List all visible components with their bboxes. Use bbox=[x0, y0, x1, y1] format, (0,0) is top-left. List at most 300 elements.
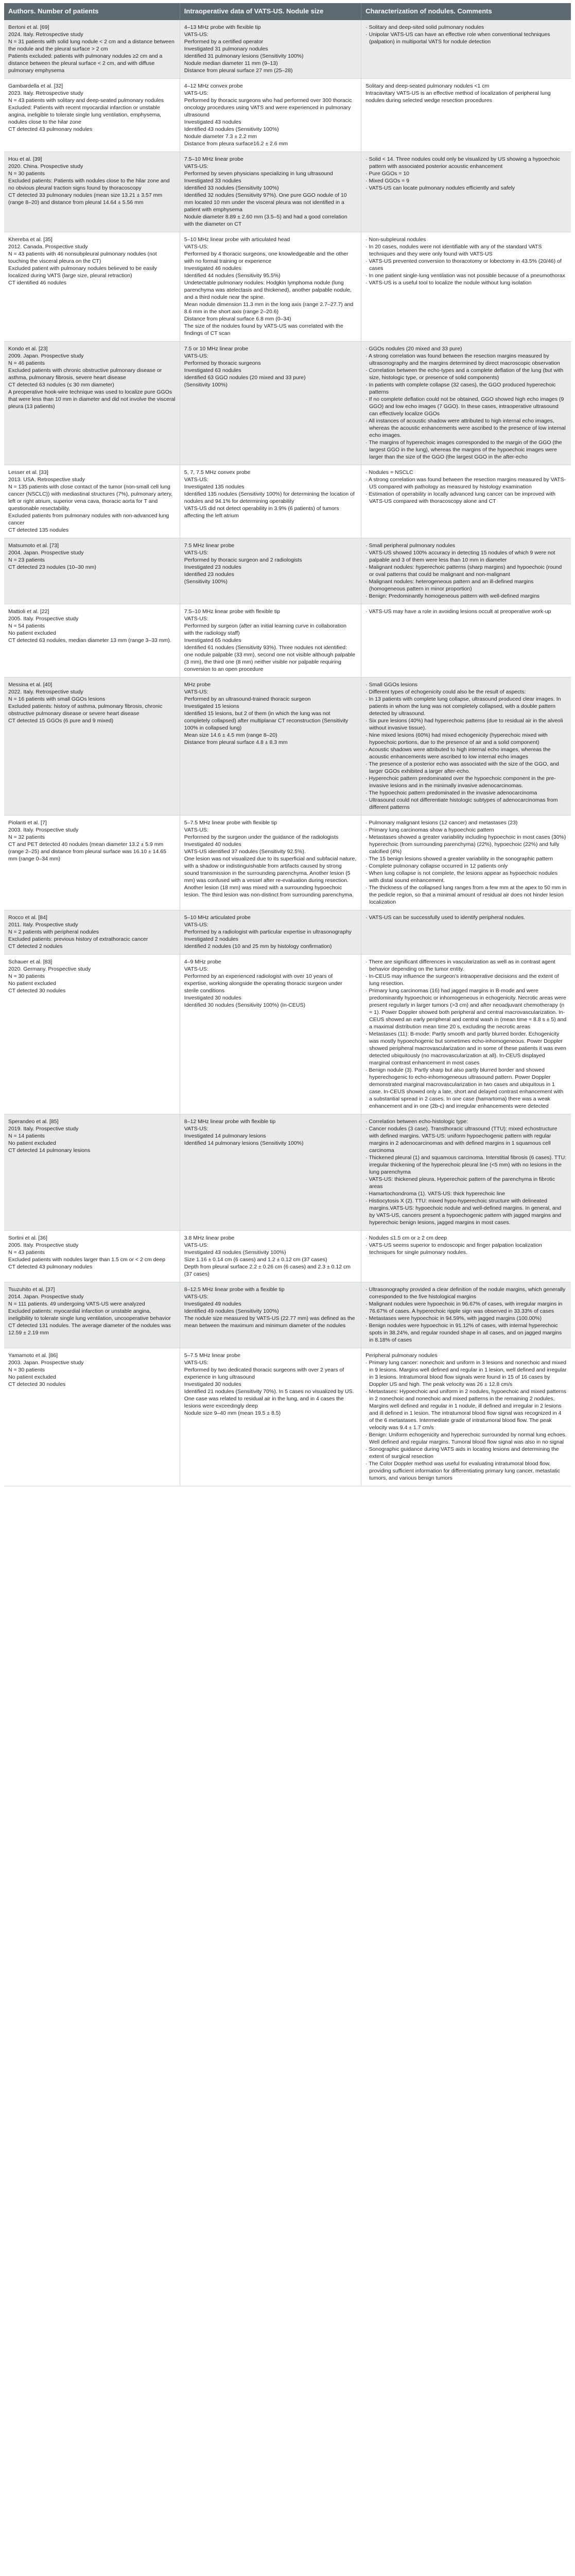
cell-line: · When lung collapse is not complete, the lesions appear as hypoechoic nodules with distal sound enhancement. bbox=[365, 870, 558, 884]
cell-line: VATS-US: bbox=[184, 965, 208, 972]
cell-line: Identified 2 nodules (10 and 25 mm by histology confirmation) bbox=[184, 943, 332, 950]
study-reference: Hou et al. [39] bbox=[8, 156, 42, 162]
cell-line: · VATS-US showed 100% accuracy in detecting 15 nodules of which 9 were not palpable and 3 of them were less than 10 mm in diameter bbox=[365, 549, 555, 563]
cell-line: · The Color Doppler method was useful for evaluating intratumoral blood flow, providing sufficient information for differentiating primary lung cancer, metastatic tumors, and various benign tumors bbox=[365, 1460, 560, 1481]
cell-line: · All instances of acoustic shadow were attributed to high internal echo images, whereas the acoustic enhancements were ascribed to the presence of low internal echo images. bbox=[365, 417, 566, 438]
authors-cell bbox=[4, 341, 180, 465]
cell-line: · Estimation of operability in locally advanced lung cancer can be improved with VATS-US compared with thoracoscopy alone and CT bbox=[365, 490, 555, 504]
cell-line: 2005. Italy. Prospective study bbox=[8, 615, 79, 622]
cell-line: VATS-US: bbox=[184, 31, 208, 38]
cell-line: Performed by an ultrasound-trained thoracic surgeon bbox=[184, 696, 311, 702]
cell-line: Distance from pleural surface 27 mm (25–28) bbox=[184, 67, 293, 74]
cell-line: · VATS-US prevented conversion to thoracotomy or lobectomy in 43.5% (20/46) of cases bbox=[365, 258, 562, 272]
cell-line: VATS-US: bbox=[184, 1242, 208, 1248]
cell-line: Investigated 33 nodules bbox=[184, 177, 241, 184]
authors-cell bbox=[4, 1114, 180, 1230]
cell-line: N = 2 patients with peripheral nodules bbox=[8, 928, 99, 935]
cell-line: 2003. Italy. Prospective study bbox=[8, 826, 79, 833]
cell-line: CT detected 23 nodules (10–30 mm) bbox=[8, 564, 96, 570]
table-row bbox=[4, 815, 571, 910]
table-row bbox=[4, 232, 571, 341]
cell-line: A preoperative hook-wire technique was used to localize pure GGOs that were less than 10 mm in diameter and did not involve the visceral pleura (13 patients) bbox=[8, 388, 176, 410]
cell-line: 2004. Japan. Prospective study bbox=[8, 549, 84, 556]
study-reference: Khereba et al. [35] bbox=[8, 236, 53, 243]
cell-line: · Solid < 14. Three nodules could only be visualized by US showing a hypoechoic pattern with associated posterior acoustic enhancement bbox=[365, 156, 560, 170]
cell-line: · Acoustic shadows were attributed to high internal echo images, whereas the acoustic enhancements were ascribed to low internal echo images bbox=[365, 746, 551, 760]
cell-line: Identified 43 nodules (Sensitivity 100%) bbox=[184, 126, 279, 132]
intraoperative-cell bbox=[180, 538, 361, 604]
cell-line: VATS-US: bbox=[184, 90, 208, 96]
cell-line: · The presence of a posterior echo was associated with the size of the GGO, and larger GGOs exhibited a larger after-echo. bbox=[365, 760, 559, 774]
cell-line: 2023. Italy. Retrospective study bbox=[8, 90, 83, 96]
characterization-cell bbox=[361, 1282, 571, 1348]
cell-line: Investigated 23 nodules bbox=[184, 564, 241, 570]
cell-line: · Benign: Uniform echogenicity and hyperechoic surrounded by normal lung echoes. Well defined and regular margins. Tumoral blood flow signal was also in no signal bbox=[365, 1431, 567, 1445]
authors-cell bbox=[4, 1282, 180, 1348]
characterization-cell bbox=[361, 1230, 571, 1282]
cell-line: Investigated 40 nodules bbox=[184, 841, 241, 848]
characterization-cell bbox=[361, 341, 571, 465]
cell-line: Intracavitary VATS-US is an effective method of localization of peripheral lung nodules during selected wedge resection procedures bbox=[365, 90, 551, 104]
cell-line: · Metastases (11): B-mode: Partly smooth and partly blurred border. Echogenicity was mostly hypoechogenic but sometimes echo-inhomogeneous. Power Doppler showed peripheral macrovascularization and in some of these patients it was even detected ubiquitously (no macrovascularization at all). In-CEUS displayed marginal contrast enhancement in most cases bbox=[365, 1030, 566, 1066]
cell-line: VATS-US: bbox=[184, 615, 208, 622]
cell-line: Performed by thoracic surgeons who had performed over 300 thoracic oncology procedures using VATS and were experienced in pulmonary ultrasound bbox=[184, 97, 352, 118]
cell-line: 2020. China. Prospective study bbox=[8, 163, 83, 170]
cell-line: · There are significant differences in vascularization as well as in contrast agent behavior depending on the tumor entity. bbox=[365, 958, 555, 972]
cell-line: · Malignant nodules: heterogeneous pattern and an ill-defined margins (homogeneous pattern in minor proportion) bbox=[365, 578, 534, 592]
cell-line: Mean size 14.6 ± 4.5 mm (range 8–20) bbox=[184, 732, 277, 738]
cell-line: Investigated 15 lesions bbox=[184, 703, 239, 709]
cell-line: 4–9 MHz probe bbox=[184, 958, 221, 965]
cell-line: Performed by the surgeon under the guidance of the radiologists bbox=[184, 834, 339, 840]
cell-line: 2005. Italy. Prospective study bbox=[8, 1242, 79, 1248]
cell-line: · If no complete deflation could not be obtained, GGO showed high echo images (9 GGO) and low echo images (7 GGO). In these cases, intraoperative ultrasound can effectively localize GGOs bbox=[365, 396, 564, 417]
characterization-cell bbox=[361, 1348, 571, 1486]
characterization-cell bbox=[361, 910, 571, 954]
cell-line: · Cancer nodules (3 case). Transthoracic ultrasound (TTU): mixed echostructure with defined margins. VATS-US: uniform hypoechogenic pattern with regular margins in 2 adenocarcinomas and with defined margins in 1 squamous cell carcinoma bbox=[365, 1125, 557, 1154]
intraoperative-cell bbox=[180, 1348, 361, 1486]
cell-line: Investigated 65 nodules bbox=[184, 637, 241, 643]
cell-line: VATS-US: bbox=[184, 921, 208, 928]
cell-line: · Small peripheral pulmonary nodules bbox=[365, 542, 456, 549]
cell-line: VATS-US: bbox=[184, 352, 208, 359]
cell-line: · Unipolar VATS-US can have an effective role when conventional techniques (palpation) in multiportal VATS for nodule detection bbox=[365, 31, 550, 45]
authors-cell bbox=[4, 954, 180, 1114]
cell-line: MHz probe bbox=[184, 681, 211, 688]
cell-line: 2019. Italy. Prospective study bbox=[8, 1125, 79, 1132]
cell-line: No patient excluded bbox=[8, 1374, 56, 1380]
cell-line: · Nine mixed lesions (60%) had mixed echogenicity (hyperechoic mixed with hypoechoic portions, due to the presence of air and a solid component) bbox=[365, 732, 548, 745]
authors-cell bbox=[4, 910, 180, 954]
cell-line: 4–13 MHz probe with flexible tip bbox=[184, 24, 261, 30]
cell-line: N = 14 patients bbox=[8, 1132, 45, 1139]
intraoperative-cell bbox=[180, 954, 361, 1114]
intraoperative-cell bbox=[180, 232, 361, 341]
authors-cell bbox=[4, 1348, 180, 1486]
intraoperative-cell bbox=[180, 1230, 361, 1282]
study-reference: Sortini et al. [36] bbox=[8, 1234, 47, 1241]
cell-line: No patient excluded bbox=[8, 1140, 56, 1146]
cell-line: No patient excluded bbox=[8, 980, 56, 987]
intraoperative-cell bbox=[180, 465, 361, 538]
study-reference: Rocco et al. [84] bbox=[8, 914, 47, 921]
header-authors: Authors. Number of patients bbox=[4, 3, 180, 20]
cell-line: Excluded patients: myocardial infarction or unstable angina, ineligibility to tolerate single lung ventilation, uncooperative behavior bbox=[8, 1308, 171, 1321]
cell-line: · Complete pulmonary collapse occurred in 12 patients only bbox=[365, 862, 508, 869]
study-reference: Kondo et al. [23] bbox=[8, 345, 48, 352]
authors-cell bbox=[4, 465, 180, 538]
cell-line: · In one patient single-lung ventilation was not possible because of a pneumothorax bbox=[365, 272, 565, 279]
cell-line: Excluded patients from pulmonary nodules with non-advanced lung cancer bbox=[8, 512, 169, 526]
study-reference: Mattioli et al. [22] bbox=[8, 608, 49, 615]
cell-line: N = 111 patients. 49 undergoing VATS-US were analyzed bbox=[8, 1300, 145, 1307]
cell-line: 5–7.5 MHz linear probe bbox=[184, 1352, 240, 1359]
table-row bbox=[4, 20, 571, 79]
cell-line: · VATS-US can locate pulmonary nodules efficiently and safely bbox=[365, 184, 515, 191]
cell-line: One lesion was not visualized due to its superficial and subfacial nature, with a shadow or indistinguishable from artifacts caused by strong sound transmission in the surrounding parenchyma. Another lesion (5 mm) was confused with a vessel after re-evaluation during resection. Another lesion (18 mm) was mixed with a surrounding hypoechoic lesion. The third lesion was non-distinct from surrounding parenchyma. bbox=[184, 855, 357, 898]
cell-line: N = 31 patients with solid lung nodule < 2 cm and a distance between the nodule and the pleural surface > 2 cm bbox=[8, 38, 175, 52]
cell-line: VATS-US: bbox=[184, 163, 208, 170]
cell-line: Performed by thoracic surgeons bbox=[184, 360, 261, 366]
cell-line: 7.5–10 MHz linear probe bbox=[184, 156, 243, 162]
cell-line: 5–10 MHz articulated probe bbox=[184, 914, 251, 921]
cell-line: CT detected 15 GGOs (6 pure and 9 mixed) bbox=[8, 717, 114, 724]
characterization-cell bbox=[361, 604, 571, 677]
cell-line: VATS-US: bbox=[184, 826, 208, 833]
characterization-cell bbox=[361, 20, 571, 79]
cell-line: Excluded patients: history of asthma, pulmonary fibrosis, chronic obstructive pulmonary disease or severe heart disease bbox=[8, 703, 163, 717]
cell-line: Investigated 49 nodules bbox=[184, 1300, 241, 1307]
study-reference: Gambardella et al. [32] bbox=[8, 82, 63, 89]
characterization-cell bbox=[361, 78, 571, 151]
cell-line: Identified 61 nodules (Sensitivity 93%). Three nodules not identified: one nodule palpable (33 mm), second one not visible although palpable (3 mm), the third one (8 mm) neither visible nor palpable requiring conversion to an open procedure bbox=[184, 644, 355, 672]
cell-line: · Six pure lesions (40%) had hyperechoic patterns (due to residual air in the alveoli without invasive tissue). bbox=[365, 717, 563, 731]
cell-line: Identified 31 pulmonary lesions (Sensitivity 100%) bbox=[184, 53, 304, 59]
cell-line: · Solitary and deep-sited solid pulmonary nodules bbox=[365, 24, 484, 30]
cell-line: Identified 33 nodules (Sensitivity 100%) bbox=[184, 184, 279, 191]
study-reference: Lesser et al. [33] bbox=[8, 469, 48, 476]
cell-line: Performed by seven physicians specializing in lung ultrasound bbox=[184, 170, 333, 177]
cell-line: 2011. Italy. Prospective study bbox=[8, 921, 78, 928]
study-reference: Sperandeo et al. [85] bbox=[8, 1118, 59, 1125]
cell-line: Mean nodule dimension 11.3 mm in the long axis (range 2.7–27.7) and 8.6 mm in the short axis (range 2–20.6) bbox=[184, 301, 354, 315]
table-row bbox=[4, 465, 571, 538]
table-row bbox=[4, 1348, 571, 1486]
cell-line: · Mixed GGOs = 9 bbox=[365, 177, 410, 184]
cell-line: Excluded patients with chronic obstructive pulmonary disease or asthma, pulmonary fibrosis, severe heart disease bbox=[8, 367, 162, 381]
cell-line: N = 54 patients bbox=[8, 622, 45, 629]
cell-line: CT detected 30 nodules bbox=[8, 987, 66, 994]
cell-line: Investigated 63 nodules bbox=[184, 367, 241, 374]
cell-line: CT detected 43 pulmonary nodules bbox=[8, 126, 93, 132]
cell-line: · The thickness of the collapsed lung ranges from a few mm at the apex to 50 mm in the pedicle region, so that a minimal amount of residual air does not hinder lesion localization bbox=[365, 884, 567, 905]
cell-line: · Primary lung carcinomas show a hypoechoic pattern bbox=[365, 826, 494, 833]
cell-line: Size 1.16 ± 0.14 cm (6 cases) and 1.2 ± 0.12 cm (37 cases) bbox=[184, 1256, 327, 1263]
cell-line: Distance from pleural surface 4.8 ± 8.3 mm bbox=[184, 739, 288, 745]
intraoperative-cell bbox=[180, 910, 361, 954]
table-row bbox=[4, 1282, 571, 1348]
cell-line: N = 43 patients with 46 nonsubpleural pulmonary nodules (not touching the visceral pleura on the CT) bbox=[8, 250, 157, 264]
cell-line: 5, 7, 7.5 MHz convex probe bbox=[184, 469, 251, 476]
cell-line: 2012. Canada. Prospective study bbox=[8, 243, 88, 250]
cell-line: CT detected 14 pulmonary lesions bbox=[8, 1147, 91, 1154]
cell-line: CT and PET detected 40 nodules (mean diameter 13.2 ± 5.9 mm (range 2–25) and distance from pleural surface was 16.10 ± 14.65 mm (range 0–34 mm) bbox=[8, 841, 166, 862]
cell-line: · Metastases showed a greater variability including hypoechoic in most cases (30%) hyperechoic (from surrounding parenchyma) (22%), hypoechoic (22%) and fully calcified (4%) bbox=[365, 834, 566, 855]
cell-line: · In 20 cases, nodules were not identifiable with any of the standard VATS techniques and they were only found with VATS-US bbox=[365, 243, 542, 257]
cell-line: Peripheral pulmonary nodules bbox=[365, 1352, 438, 1359]
table-row bbox=[4, 1230, 571, 1282]
cell-line: Identified 44 nodules (Sensitivity 95.5%) bbox=[184, 272, 281, 279]
cell-line: · Non-subpleural nodules bbox=[365, 236, 426, 243]
cell-line: CT detected 43 pulmonary nodules bbox=[8, 1263, 93, 1270]
cell-line: Excluded patients with nodules larger than 1.5 cm or < 2 cm deep bbox=[8, 1256, 165, 1263]
cell-line: Identified 63 GGO nodules (20 mixed and 33 pure) bbox=[184, 374, 306, 381]
cell-line: Performed by surgeon (after an initial learning curve in collaboration with the radiology staff) bbox=[184, 622, 346, 636]
cell-line: N = 43 patients bbox=[8, 1249, 45, 1256]
cell-line: Excluded patients: previous history of extrathoracic cancer bbox=[8, 936, 148, 942]
cell-line: Identified 21 nodules (Sensitivity 70%). In 5 cases no visualized by US. One case was related to residual air in the lung, and in 4 cases the lesions were exceedingly deep bbox=[184, 1388, 354, 1409]
cell-line: · Primary lung cancer: nonechoic and uniform in 3 lesions and nonechoic and mixed in 9 lesions. Margins well defined and regular in 1 lesion, well defined and irregular in 3 lesions. Intratumoral blood flow signals were found in 15 of 16 cases by Doppler US and high. The peak velocity was 26 ± 12.8 cm/s bbox=[365, 1359, 567, 1387]
table-header-row bbox=[4, 3, 571, 20]
intraoperative-cell bbox=[180, 341, 361, 465]
authors-cell bbox=[4, 151, 180, 232]
cell-line: N = 30 patients bbox=[8, 973, 45, 979]
cell-line: 3.8 MHz linear probe bbox=[184, 1234, 235, 1241]
cell-line: Investigated 30 nodules bbox=[184, 994, 241, 1001]
cell-line: Investigated 46 nodules bbox=[184, 265, 241, 272]
authors-cell bbox=[4, 1230, 180, 1282]
study-reference: Schauer et al. [83] bbox=[8, 958, 53, 965]
cell-line: 2014. Japan. Prospective study bbox=[8, 1293, 84, 1300]
cell-line: · The hypoechoic pattern predominated in the invasive adenocarcinoma bbox=[365, 789, 537, 796]
characterization-cell bbox=[361, 151, 571, 232]
cell-line: · Benign nodules were hypoechoic in 91.12% of cases, with internal hyperechoic spots in 38.24%, and regular rounded shape in all cases, and on jagged margins in 8.18% of cases bbox=[365, 1322, 562, 1343]
cell-line: Excluded: Patients with recent myocardial infarction or unstable angina, ineligible to tolerate single lung ventilation, emphysema, nodules close to the hilar zone bbox=[8, 104, 162, 125]
cell-line: · The 15 benign lesions showed a greater variability in the sonographic pattern bbox=[365, 855, 553, 862]
cell-line: Distance from pleural surface 6.8 mm (0–34) bbox=[184, 315, 291, 322]
characterization-cell bbox=[361, 538, 571, 604]
authors-cell bbox=[4, 677, 180, 815]
intraoperative-cell bbox=[180, 151, 361, 232]
cell-line: · Pure GGOs = 10 bbox=[365, 170, 410, 177]
authors-cell bbox=[4, 232, 180, 341]
cell-line: Investigated 2 nodules bbox=[184, 936, 238, 942]
cell-line: 2013. USA. Retrospective study bbox=[8, 476, 85, 483]
cell-line: 7.5 MHz linear probe bbox=[184, 542, 235, 549]
cell-line: Investigated 30 nodules bbox=[184, 1381, 241, 1387]
cell-line: 5–10 MHz linear probe with articulated head bbox=[184, 236, 290, 243]
table-row bbox=[4, 1114, 571, 1230]
cell-line: · A strong correlation was found between the resection margins measured by VATS-US compared with pathology as measured by histology examination bbox=[365, 476, 566, 490]
cell-line: 2024. Italy. Retrospective study bbox=[8, 31, 83, 38]
cell-line: · Pulmonary malignant lesions (12 cancer) and metastases (23) bbox=[365, 819, 518, 826]
cell-line: Excluded patients: Patients with nodules close to the hilar zone and no obvious pleural traction signs found by thoracoscopy bbox=[8, 177, 170, 191]
cell-line: Solitary and deep-seated pulmonary nodules <1 cm bbox=[365, 82, 490, 89]
cell-line: VATS-US: bbox=[184, 1125, 208, 1132]
cell-line: Identified 23 nodules bbox=[184, 571, 234, 578]
table-row bbox=[4, 677, 571, 815]
cell-line: The nodule size measured by VATS-US (22.77 mm) was defined as the mean between the maximum and minimum diameter of the nodules bbox=[184, 1315, 355, 1329]
authors-cell bbox=[4, 815, 180, 910]
cell-line: CT detected 30 nodules bbox=[8, 1381, 66, 1387]
cell-line: (Sensitivity 100%) bbox=[184, 578, 228, 585]
cell-line: Performed by 4 thoracic surgeons, one knowledgeable and the other with no formal training or experience bbox=[184, 250, 349, 264]
cell-line: · Benign nodule (3). Partly sharp but also partly blurred border and showed hyperechogenic to echo-inhomogeneous ultrasound pattern. Power Doppler demonstrated marginal macrovascularization in two cases and ubiquitous in 1 case. In-CEUS showed only a late, short and delayed contrast enhancement with a substantial spread in 2 cases. In one case (hamartoma) there was a weak enhancement and in one (2b-c) and irregular enhancements were detected bbox=[365, 1066, 564, 1109]
table-body bbox=[4, 20, 571, 1486]
cell-line: 7.5–10 MHz linear probe with flexible tip bbox=[184, 608, 280, 615]
cell-line: Nodule diameter 8.89 ± 2.60 mm (3.5–5) and had a good correlation with the diameter on CT bbox=[184, 213, 347, 227]
table-row bbox=[4, 151, 571, 232]
cell-line: N = 135 patients with close contact of the tumor (non-small cell lung cancer (NSCLC)) with mediastinal structures (7%), pulmonary artery, left or right atrium, superior vena cava, thoracic aorta for T and questionable resectability. bbox=[8, 483, 172, 512]
table-row bbox=[4, 604, 571, 677]
cell-line: N = 32 patients bbox=[8, 834, 45, 840]
cell-line: N = 23 patients bbox=[8, 556, 45, 563]
cell-line: · Small GGOs lesions bbox=[365, 681, 418, 688]
table-row bbox=[4, 78, 571, 151]
characterization-cell bbox=[361, 1114, 571, 1230]
study-reference: Yamamoto et al. [86] bbox=[8, 1352, 58, 1359]
table-row bbox=[4, 341, 571, 465]
cell-line: · Nodules = NSCLC bbox=[365, 469, 413, 476]
cell-line: · Ultrasound could not differentiate histologic subtypes of adenocarcinomas from different patterns bbox=[365, 796, 558, 810]
characterization-cell bbox=[361, 954, 571, 1114]
cell-line: · Ultrasonography provided a clear definition of the nodule margins, which generally corresponded to the five histological margins bbox=[365, 1286, 566, 1300]
authors-cell bbox=[4, 604, 180, 677]
header-characterization: Characterization of nodules. Comments bbox=[361, 3, 571, 20]
cell-line: · A strong correlation was found between the resection margins measured by ultrasonography and the margins determined by direct macroscopic observation bbox=[365, 352, 560, 366]
authors-cell bbox=[4, 78, 180, 151]
cell-line: · VATS-US seems superior to endoscopic and finger palpation localization techniques for single pulmonary nodules. bbox=[365, 1242, 542, 1256]
cell-line: VATS-US did not detect operability in 3.9% (6 patients) of tumors affecting the left atrium bbox=[184, 505, 339, 519]
cell-line: · In patients with complete collapse (32 cases), the GGO produced hyperechoic patterns bbox=[365, 381, 556, 395]
header-intraoperative-data: Intraoperative data of VATS-US. Nodule size bbox=[180, 3, 361, 20]
cell-line: Investigated 43 nodules bbox=[184, 118, 241, 125]
intraoperative-cell bbox=[180, 604, 361, 677]
cell-line: Patients excluded: patients with pulmonary nodules ≥2 cm and a distance between the pleural surface < 2 cm, and with diffuse pulmonary emphysema bbox=[8, 53, 163, 74]
cell-line: Undetectable pulmonary nodules: Hodgkin lymphoma nodule (lung parenchyma was atelectasis and thickened), another palpable nodule, and a third nodule near the spine. bbox=[184, 279, 352, 300]
cell-line: 4–12 MHz convex probe bbox=[184, 82, 243, 89]
cell-line: · Sonographic guidance during VATS aids in locating lesions and determining the extent of surgical resection bbox=[365, 1446, 559, 1460]
authors-cell bbox=[4, 538, 180, 604]
characterization-cell bbox=[361, 232, 571, 341]
cell-line: N = 43 patients with solitary and deep-seated pulmonary nodules bbox=[8, 97, 164, 104]
cell-line: CT detected 63 nodules, median diameter 13 mm (range 3–33 mm). bbox=[8, 637, 171, 643]
characterization-cell bbox=[361, 677, 571, 815]
cell-line: Distance from pleura surface16.2 ± 2.6 mm bbox=[184, 140, 288, 147]
cell-line: 5–7.5 MHz linear probe with flexible tip bbox=[184, 819, 277, 826]
study-reference: Bertoni et al. [69] bbox=[8, 24, 49, 30]
cell-line: · Hamartochondroma (1). VATS-US: thick hyperechoic line bbox=[365, 1190, 506, 1197]
cell-line: VATS-US: bbox=[184, 1359, 208, 1366]
cell-line: 2022. Italy. Retrospective study bbox=[8, 688, 83, 695]
cell-line: · In-CEUS may influence the surgeon's intraoperative decisions and the extent of lung resection. bbox=[365, 973, 559, 987]
intraoperative-cell bbox=[180, 78, 361, 151]
cell-line: 8–12.5 MHz linear probe with a flexible tip bbox=[184, 1286, 285, 1293]
cell-line: Investigated 31 pulmonary nodules bbox=[184, 45, 268, 52]
cell-line: CT detected 131 nodules. The average diameter of the nodules was 12.59 ± 2.19 mm bbox=[8, 1322, 171, 1336]
cell-line: · Benign: Predominantly homogeneous pattern with well-defined margins bbox=[365, 592, 540, 599]
cell-line: · The margins of hyperechoic images corresponded to the margin of the GGO (the largest GGO in the lung), whereas the margins of the hypoechoic images were larger than the size of the GGO (the largest GGO in the after-echo bbox=[365, 439, 562, 460]
cell-line: Performed by two dedicated thoracic surgeons with over 2 years of experience in lung ultrasound bbox=[184, 1366, 344, 1380]
cell-line: · Different types of echogenicity could also be the result of aspects: bbox=[365, 688, 526, 695]
intraoperative-cell bbox=[180, 677, 361, 815]
cell-line: · Correlation between the echo-types and a complete deflation of the lung (but with size, histologic type, or presence of solid components) bbox=[365, 367, 564, 381]
cell-line: · Histiocytosis X (2). TTU: mixed hypo-hyperechoic structure with delineated margins.VATS-US: hypoechoic nodule and well-defined margins. In general, and by VATS-US, cancers present a hypoechogenic pattern with jagged margins and hyperechoic benign lesions, jagged margins in most cases. bbox=[365, 1197, 562, 1226]
cell-line: VATS-US: bbox=[184, 549, 208, 556]
cell-line: Identified 30 nodules (Sensitivity 100%) (In-CEUS) bbox=[184, 1002, 305, 1008]
cell-line: VATS-US: bbox=[184, 243, 208, 250]
cell-line: CT detected 135 nodules bbox=[8, 527, 69, 533]
cell-line: · VATS-US may have a role in avoiding lesions occult at preoperative work-up bbox=[365, 608, 551, 615]
cell-line: VATS-US identified 37 nodules (Sensitivity 92.5%). bbox=[184, 848, 306, 855]
cell-line: Nodule size 9–40 mm (mean 19.5 ± 8.5) bbox=[184, 1410, 281, 1416]
cell-line: Identified 15 lesions, but 2 of them (in which the lung was not completely collapsed) after multiplanar CT reconstruction (Sensitivity 100% in collapsed lung) bbox=[184, 710, 349, 731]
table-row bbox=[4, 538, 571, 604]
cell-line: · Metastases were hypoechoic in 94.59%, with jagged margins (100.00%) bbox=[365, 1315, 542, 1321]
cell-line: · Metastases: Hypoechoic and uniform in 2 nodules, hypoechoic and mixed patterns in 2 nonechoic and nonechoic and mixed patterns in the remaining 2 nodules. Margins well defined and regular in 1 nodule, ill defined and irregular in 2 lesions and ill defined in 1 lesion. The intratumoral blood flow signal was recognized in 4 of the 6 metastases. Intermediate grade of intratumoral blood flow. The peak velocity was 9.4 ± 1.7 cm/s bbox=[365, 1388, 566, 1431]
study-reference: Piolanti et al. [7] bbox=[8, 819, 47, 826]
study-reference: Tsuzuhito et al. [37] bbox=[8, 1286, 55, 1293]
cell-line: The size of the nodules found by VATS-US was correlated with the findings of CT scan bbox=[184, 323, 343, 336]
cell-line: · Correlation between echo-histologic type: bbox=[365, 1118, 468, 1125]
literature-table bbox=[4, 3, 571, 1486]
cell-line: · Hyperechoic pattern predominated over the hypoechoic component in the pre-invasive lesions and in the minimally invasive adenocarcinomas. bbox=[365, 775, 556, 789]
cell-line: N = 30 patients bbox=[8, 1366, 45, 1373]
study-reference: Matsumoto et al. [73] bbox=[8, 542, 59, 549]
cell-line: · Nodules ≤1.5 cm or ≥ 2 cm deep bbox=[365, 1234, 447, 1241]
cell-line: Investigated 135 nodules bbox=[184, 483, 245, 490]
cell-line: N = 16 patients with small GGOs lesions bbox=[8, 696, 106, 702]
cell-line: Nodule diameter 7.3 ± 2.2 mm bbox=[184, 133, 257, 140]
cell-line: Investigated 14 pulmonary lesions bbox=[184, 1132, 266, 1139]
cell-line: Identified 14 pulmonary lesions (Sensitivity 100%) bbox=[184, 1140, 304, 1146]
cell-line: 2003. Japan. Prospective study bbox=[8, 1359, 84, 1366]
cell-line: · VATS-US: thickened pleura. Hyperechoic pattern of the parenchyma in fibrotic areas bbox=[365, 1176, 555, 1190]
characterization-cell bbox=[361, 815, 571, 910]
cell-line: Nodule median diameter 11 mm (9–13) bbox=[184, 60, 278, 66]
intraoperative-cell bbox=[180, 20, 361, 79]
cell-line: Performed by a certified operator bbox=[184, 38, 264, 45]
cell-line: · Primary lung carcinomas (16) had jagged margins in B-mode and were predominantly hypoechoic or inhomogeneous in echogenicity. Necrotic areas were present regularly in larger tumors (>3 cm) and after neoadjuvant chemotherapy (n = 1). Power Doppler showed both peripheral and central macrovascularization. In-CEUS showed an early peripheral and central wash in (mean time = 8.8 s ± 5) and a maximal distribution mean time 20 s, excluding the necrotic areas bbox=[365, 987, 567, 1030]
table-row bbox=[4, 954, 571, 1114]
cell-line: · VATS-US can be successfully used to identify peripheral nodules. bbox=[365, 914, 526, 921]
cell-line: Identified 135 nodules (Sensitivity 100%) for determining the location of nodules and 94.1% for determining operability bbox=[184, 490, 355, 504]
cell-line: (Sensitivity 100%) bbox=[184, 381, 228, 388]
cell-line: Depth from pleural surface 2.2 ± 0.26 cm (6 cases) and 2.3 ± 0.12 cm (37 cases) bbox=[184, 1263, 351, 1277]
cell-line: Performed by a radiologist with particular expertise in ultrasonography bbox=[184, 928, 352, 935]
cell-line: Investigated 43 nodules (Sensitivity 100%) bbox=[184, 1249, 286, 1256]
cell-line: Performed by an experienced radiologist with over 10 years of expertise, working alongside the operating thoracic surgeon under sterile conditions bbox=[184, 973, 342, 994]
cell-line: Identified 49 nodules (Sensitivity 100%) bbox=[184, 1308, 279, 1314]
cell-line: · Thickened pleural (1) and squamous carcinoma. Interstitial fibrosis (6 cases). TTU: irregular thickening of the hyperechoic pleural line (<5 mm) with no lesions in the lung parenchyma bbox=[365, 1154, 567, 1175]
cell-line: 2020. Germany. Prospective study bbox=[8, 965, 91, 972]
cell-line: VATS-US: bbox=[184, 476, 208, 483]
cell-line: CT detected 2 nodules bbox=[8, 943, 63, 950]
intraoperative-cell bbox=[180, 1114, 361, 1230]
cell-line: 8–12 MHz linear probe with flexible tip bbox=[184, 1118, 276, 1125]
cell-line: No patient excluded bbox=[8, 630, 56, 636]
cell-line: N = 30 patients bbox=[8, 170, 45, 177]
cell-line: CT detected 33 pulmonary nodules (mean size 13.21 ± 3.57 mm (range 8–20) and distance from pleural 14.64 ± 5.56 mm bbox=[8, 192, 163, 206]
cell-line: · GGOs nodules (20 mixed and 33 pure) bbox=[365, 345, 462, 352]
cell-line: · Malignant nodules: hyperechoic patterns (sharp margins) and hypoechoic (round or oval patterns that could be malignant and non-malignant bbox=[365, 564, 562, 578]
cell-line: Performed by thoracic surgeon and 2 radiologists bbox=[184, 556, 302, 563]
cell-line: Excluded patient with pulmonary nodules believed to be easily localized during VATS (large size, pleural retraction) bbox=[8, 265, 157, 279]
cell-line: CT detected 63 nodules (≤ 30 mm diameter) bbox=[8, 381, 114, 388]
study-reference: Messina et al. [40] bbox=[8, 681, 53, 688]
cell-line: VATS-US: bbox=[184, 1293, 208, 1300]
cell-line: · VATS-US is a useful tool to localize the nodule without lung isolation bbox=[365, 279, 532, 286]
